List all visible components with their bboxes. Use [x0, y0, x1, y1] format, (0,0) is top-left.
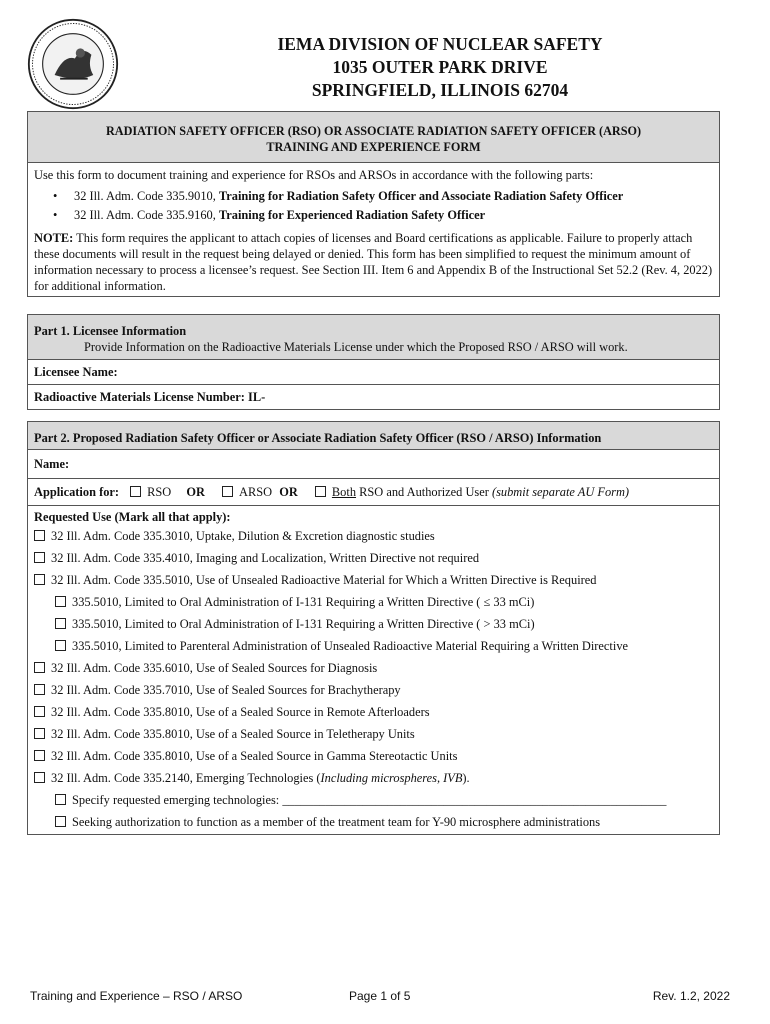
use-label: 32 Ill. Adm. Code 335.5010, Use of Unsealed Radioactive Material for Which a Written Directive is Required: [51, 573, 597, 587]
seeking-checkbox[interactable]: [55, 816, 66, 827]
use-checkbox[interactable]: [34, 574, 45, 585]
seeking-label: Seeking authorization to function as a member of the treatment team for Y-90 microsphere administrations: [72, 815, 601, 829]
part2-heading: Part 2. Proposed Radiation Safety Officer or Associate Radiation Safety Officer (RSO / ARSO) Information: [28, 422, 719, 450]
note-paragraph: [28, 225, 719, 296]
footer-page: Page 1 of 5: [349, 989, 411, 1003]
use-label: 32 Ill. Adm. Code 335.7010, Use of Sealed Sources for Brachytherapy: [51, 683, 401, 697]
list-item: [28, 657, 719, 679]
use-checkbox[interactable]: [55, 618, 66, 629]
list-item: [28, 591, 719, 613]
emerging-suffix: ).: [462, 771, 470, 785]
use-checkbox[interactable]: [34, 530, 45, 541]
note-text: This form requires the applicant to attach copies of licenses and Board certifications as applicable. Failure to properly attach these documents will result in the request being delayed or denied. This form has been simplified to request the minimum amount of information necessary to process a licensee’s request. See Section III. Item 6 and Appendix B of the Instructional Set 52.2 (Rev. 4, 2022) for additional information.: [34, 231, 713, 293]
use-checkbox[interactable]: [34, 706, 45, 717]
agency-header: [110, 33, 770, 102]
requested-use-label: Requested Use (Mark all that apply):: [34, 510, 231, 524]
use-label: 32 Ill. Adm. Code 335.3010, Uptake, Dilution & Excretion diagnostic studies: [51, 529, 435, 543]
or-label: OR: [186, 485, 205, 499]
emerging-prefix: 32 Ill. Adm. Code 335.2140, Emerging Technologies (: [51, 771, 321, 785]
application-label: Application for:: [34, 485, 120, 499]
list-item: • 32 Ill. Adm. Code 335.9010, Training for Radiation Safety Officer and Associate Radiation Safety Officer: [53, 189, 624, 203]
part1-header: [28, 315, 719, 360]
list-item: [28, 613, 719, 635]
note-label: NOTE:: [34, 231, 74, 245]
list-item: [28, 789, 719, 811]
form-title: [28, 112, 719, 163]
use-checkbox[interactable]: [55, 596, 66, 607]
agency-city: SPRINGFIELD, ILLINOIS 62704: [311, 80, 569, 100]
rso-checkbox[interactable]: [130, 486, 141, 497]
arso-label: ARSO: [239, 485, 273, 499]
agency-name: IEMA DIVISION OF NUCLEAR SAFETY: [277, 34, 603, 54]
use-label: 32 Ill. Adm. Code 335.8010, Use of a Sealed Source in Teletherapy Units: [51, 727, 415, 741]
name-field[interactable]: Name:: [34, 457, 70, 471]
intro-section: [27, 111, 720, 297]
state-seal-icon: [27, 18, 119, 110]
bullet-code: 32 Ill. Adm. Code 335.9160,: [74, 208, 219, 222]
licensee-name-field[interactable]: Licensee Name:: [34, 365, 118, 379]
use-checkbox[interactable]: [34, 662, 45, 673]
list-item: [28, 635, 719, 657]
use-label: 335.5010, Limited to Oral Administration of I-131 Requiring a Written Directive ( ≤ 33 mCi): [72, 595, 535, 609]
specify-checkbox[interactable]: [55, 794, 66, 805]
form-title-line2: TRAINING AND EXPERIENCE FORM: [266, 140, 481, 154]
use-label: 32 Ill. Adm. Code 335.4010, Imaging and Localization, Written Directive not required: [51, 551, 480, 565]
application-row: [28, 478, 719, 505]
emerging-italic: Including microspheres, IVB: [320, 771, 463, 785]
bullet-title: Training for Radiation Safety Officer and Associate Radiation Safety Officer: [218, 189, 624, 203]
part2-section: [27, 421, 720, 835]
use-checkbox[interactable]: [34, 750, 45, 761]
use-label: 335.5010, Limited to Oral Administration of I-131 Requiring a Written Directive ( > 33 mCi): [72, 617, 535, 631]
both-label: Both: [331, 485, 357, 499]
use-checkbox[interactable]: [34, 728, 45, 739]
emerging-checkbox[interactable]: [34, 772, 45, 783]
part1-subheading: Provide Information on the Radioactive Materials License under which the Proposed RSO / ARSO will work.: [84, 340, 628, 354]
or-label: OR: [279, 485, 298, 499]
form-title-line1: RADIATION SAFETY OFFICER (RSO) OR ASSOCIATE RADIATION SAFETY OFFICER (ARSO): [105, 124, 642, 138]
intro-text: Use this form to document training and experience for RSOs and ARSOs in accordance with the following parts:: [34, 168, 594, 182]
use-checkbox[interactable]: [34, 552, 45, 563]
list-item: [28, 723, 719, 745]
requested-use-list: [28, 525, 719, 767]
part1-section: [27, 314, 720, 410]
use-label: 335.5010, Limited to Parenteral Administration of Unsealed Radioactive Material Requiring a Written Directive: [72, 639, 629, 653]
list-item: [28, 701, 719, 723]
use-label: 32 Ill. Adm. Code 335.8010, Use of a Sealed Source in Gamma Stereotactic Units: [51, 749, 458, 763]
list-item: [28, 679, 719, 701]
list-item: [28, 569, 719, 591]
list-item: [28, 525, 719, 547]
bullet-code: 32 Ill. Adm. Code 335.9010,: [74, 189, 219, 203]
rso-label: RSO: [147, 485, 172, 499]
list-item: [28, 811, 719, 834]
agency-street: 1035 OUTER PARK DRIVE: [332, 57, 548, 77]
list-item: [28, 745, 719, 767]
arso-checkbox[interactable]: [222, 486, 233, 497]
both-note: (submit separate AU Form): [491, 485, 630, 499]
use-label: 32 Ill. Adm. Code 335.6010, Use of Sealed Sources for Diagnosis: [51, 661, 378, 675]
license-number-field[interactable]: Radioactive Materials License Number: IL-: [28, 384, 719, 409]
list-item: [28, 547, 719, 569]
list-item: [28, 767, 719, 789]
both-rest-label: RSO and Authorized User: [356, 485, 492, 499]
requested-use-section: [28, 505, 719, 834]
bullet-title: Training for Experienced Radiation Safety Officer: [218, 208, 486, 222]
use-label: 32 Ill. Adm. Code 335.8010, Use of a Sealed Source in Remote Afterloaders: [51, 705, 430, 719]
both-checkbox[interactable]: [315, 486, 326, 497]
specify-label: Specify requested emerging technologies: ______________________________________________________________: [72, 793, 667, 807]
part1-heading: Part 1. Licensee Information: [34, 324, 187, 338]
footer-revision: Rev. 1.2, 2022: [652, 989, 730, 1003]
footer-left: Training and Experience – RSO / ARSO: [30, 989, 243, 1003]
use-checkbox[interactable]: [34, 684, 45, 695]
use-checkbox[interactable]: [55, 640, 66, 651]
list-item: • 32 Ill. Adm. Code 335.9160, Training for Experienced Radiation Safety Officer: [53, 208, 486, 222]
